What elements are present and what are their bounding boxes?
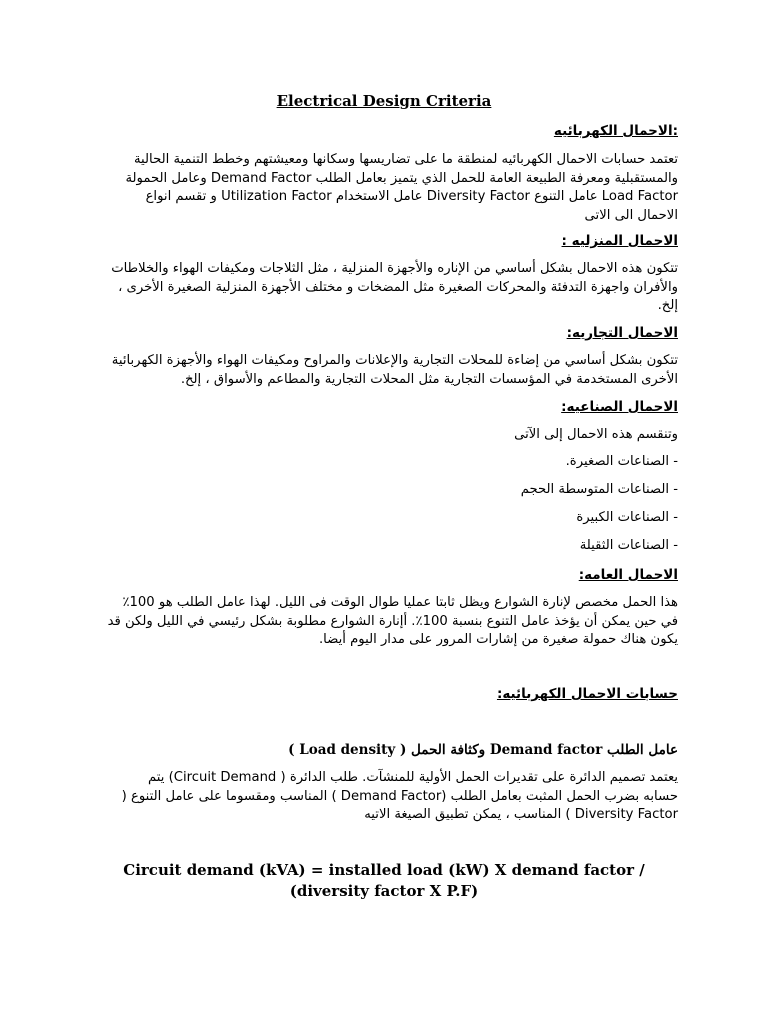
- text-line: في حين يمكن أن يؤخذ عامل التنوع بنسبة 100٪. أإنارة الشوارع مطلوبة بشكل رئيسي في الليل ولكن قد: [107, 613, 678, 629]
- paragraph-public-loads: [88, 594, 678, 650]
- text-line: الأخرى المستخدمة في المؤسسات التجارية مثل المحلات التجارية والمطاعم والأسواق ، إلخ.: [180, 371, 678, 387]
- paragraph-residential-loads: [88, 260, 678, 316]
- heading-load-calculations: حسابات الاحمال الكهربائيه:: [496, 686, 678, 702]
- paragraph-demand-factor: [88, 769, 678, 825]
- heading-electrical-loads: :الاحمال الكهربائيه: [553, 123, 678, 139]
- list-item: - الصناعات المتوسطة الحجم: [520, 482, 678, 497]
- document-title: Electrical Design Criteria: [276, 92, 492, 110]
- paragraph-electrical-loads: [88, 151, 678, 225]
- text-line: إلخ.: [657, 298, 678, 313]
- formula-line: Circuit demand (kVA) = installed load (kW) X demand factor /: [123, 861, 645, 879]
- circuit-demand-formula: [0, 860, 768, 902]
- text-line: الاحمال الى الاتى: [584, 207, 678, 223]
- text-line: يعتمد تصميم الدائرة على تقديرات الحمل الأولية للمنشآت. طلب الدائرة ( Circuit Demand) يتم: [147, 770, 678, 785]
- text-line: والمستقبلية ومعرفة الطبيعة العامة للحمل الذي يتميز بعامل الطلب Demand Factor وعامل الحمولة: [125, 170, 678, 186]
- heading-demand-factor: عامل الطلب Demand factor وكثافة الحمل ( Load density ): [288, 742, 678, 758]
- text-line: يكون هناك حمولة صغيرة من إشارات المرور على مدار اليوم أيضا.: [318, 632, 678, 647]
- heading-commercial-loads: الاحمال التجاريه:: [566, 325, 678, 341]
- text-line: حسابه بضرب الحمل المثبت بعامل الطلب (Demand Factor ) المناسب ومقسوما على عامل التنوع (: [121, 788, 678, 804]
- list-item: - الصناعات الصغيرة.: [565, 454, 678, 469]
- list-item: - الصناعات الكبيرة: [576, 510, 678, 525]
- industrial-intro: وتنقسم هذه الاحمال إلى الآتى: [514, 427, 678, 442]
- heading-public-loads: الاحمال العامه:: [578, 567, 678, 583]
- text-line: تتكون بشكل أساسي من إضاءة للمحلات التجارية والإعلانات والمراوح ومكيفات الهواء والأجهزة الكهربائية: [111, 353, 678, 368]
- text-line: تعتمد حسابات الاحمال الكهربائيه لمنطقة ما على تضاريسها وسكانها ومعيشتهم وخطط التنمية الحالية: [133, 152, 678, 167]
- list-item: - الصناعات الثقيلة: [579, 538, 678, 553]
- text-line: تتكون هذه الاحمال بشكل أساسي من الإناره والأجهزة المنزلية ، مثل الثلاجات ومكيفات الهواء والخلاطات: [111, 261, 678, 276]
- text-line: Diversity Factor ) المناسب ، يمكن تطبيق الصيغة الاتيه: [364, 807, 678, 822]
- formula-line: (diversity factor X P.F): [289, 882, 479, 900]
- heading-residential-loads: الاحمال المنزليه :: [561, 233, 678, 249]
- heading-industrial-loads: الاحمال الصناعيه:: [561, 399, 678, 415]
- text-line: Load Factor عامل التنوع Diversity Factor عامل الاستخدام Utilization Factor و تقسم انواع: [145, 189, 678, 204]
- text-line: والأفران واجهزة التدفئة والمحركات الصغيرة مثل المضخات و مختلف الأجهزة المنزلية الصغيرة الأخرى ،: [118, 279, 678, 295]
- text-line: هذا الحمل مخصص لإنارة الشوارع ويظل ثابتا عمليا طوال الوقت فى الليل. لهذا عامل الطلب هو 100٪: [122, 595, 678, 610]
- paragraph-commercial-loads: [88, 352, 678, 389]
